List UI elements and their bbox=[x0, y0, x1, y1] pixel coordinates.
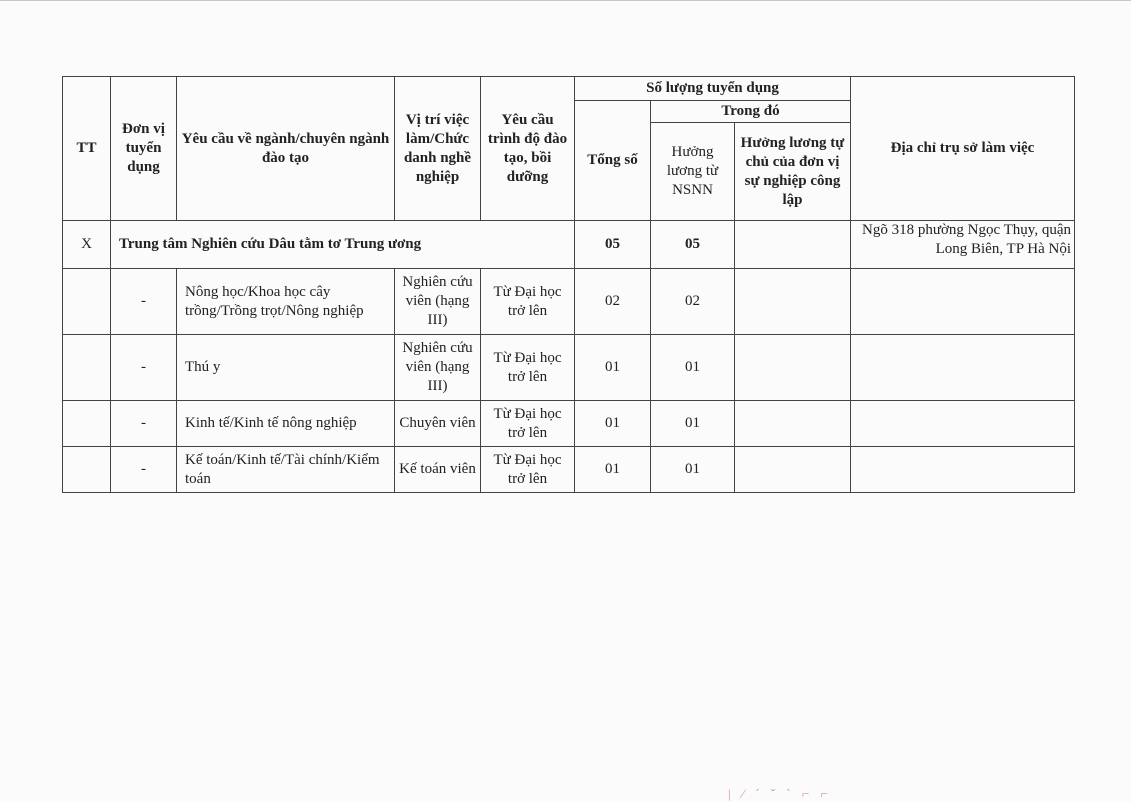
row-nganh: Kinh tế/Kinh tế nông nghiệp bbox=[177, 401, 395, 447]
row-nganh: Nông học/Khoa học cây trồng/Trồng trọt/Nông nghiệp bbox=[177, 269, 395, 335]
table-row bbox=[63, 401, 1075, 447]
row-don-vi: - bbox=[111, 401, 177, 447]
row-tu-chu bbox=[735, 447, 851, 493]
header-tt: TT bbox=[63, 77, 111, 221]
row-nsnn: 01 bbox=[651, 335, 735, 401]
row-don-vi: - bbox=[111, 335, 177, 401]
row-nsnn: 01 bbox=[651, 447, 735, 493]
unit-tt: X bbox=[63, 221, 111, 269]
header-trinh-do: Yêu cầu trình độ đào tạo, bồi dưỡng bbox=[481, 77, 575, 221]
row-tt bbox=[63, 401, 111, 447]
header-nsnn: Hưởng lương từ NSNN bbox=[651, 123, 735, 221]
unit-address: Ngõ 318 phường Ngọc Thụy, quận Long Biên, TP Hà Nội bbox=[851, 221, 1075, 269]
row-tu-chu bbox=[735, 335, 851, 401]
row-nsnn: 01 bbox=[651, 401, 735, 447]
row-tong-so: 01 bbox=[575, 401, 651, 447]
header-so-luong: Số lượng tuyển dụng bbox=[575, 77, 851, 101]
row-vi-tri: Chuyên viên bbox=[395, 401, 481, 447]
row-tt bbox=[63, 269, 111, 335]
row-nganh: Thú y bbox=[177, 335, 395, 401]
row-don-vi: - bbox=[111, 447, 177, 493]
row-tong-so: 02 bbox=[575, 269, 651, 335]
row-dia-chi bbox=[851, 335, 1075, 401]
row-nganh: Kế toán/Kinh tế/Tài chính/Kiểm toán bbox=[177, 447, 395, 493]
header-trong-do: Trong đó bbox=[651, 101, 851, 123]
row-tong-so: 01 bbox=[575, 447, 651, 493]
row-tu-chu bbox=[735, 401, 851, 447]
row-vi-tri: Nghiên cứu viên (hạng III) bbox=[395, 335, 481, 401]
header-vi-tri: Vị trí việc làm/Chức danh nghề nghiệp bbox=[395, 77, 481, 221]
header-nganh: Yêu cầu về ngành/chuyên ngành đào tạo bbox=[177, 77, 395, 221]
row-trinh-do: Từ Đại học trở lên bbox=[481, 335, 575, 401]
unit-tu-chu bbox=[735, 221, 851, 269]
row-dia-chi bbox=[851, 447, 1075, 493]
header-tu-chu: Hưởng lương tự chủ của đơn vị sự nghiệp công lập bbox=[735, 123, 851, 221]
header-dia-chi: Địa chỉ trụ sở làm việc bbox=[851, 77, 1075, 221]
unit-tong-so: 05 bbox=[575, 221, 651, 269]
row-don-vi: - bbox=[111, 269, 177, 335]
row-tt bbox=[63, 335, 111, 401]
unit-name: Trung tâm Nghiên cứu Dâu tằm tơ Trung ương bbox=[111, 221, 575, 269]
row-vi-tri: Nghiên cứu viên (hạng III) bbox=[395, 269, 481, 335]
row-dia-chi bbox=[851, 269, 1075, 335]
row-vi-tri: Kế toán viên bbox=[395, 447, 481, 493]
row-trinh-do: Từ Đại học trở lên bbox=[481, 447, 575, 493]
table-row bbox=[63, 335, 1075, 401]
unit-nsnn: 05 bbox=[651, 221, 735, 269]
row-tong-so: 01 bbox=[575, 335, 651, 401]
row-trinh-do: Từ Đại học trở lên bbox=[481, 269, 575, 335]
header-don-vi: Đơn vị tuyển dụng bbox=[111, 77, 177, 221]
row-tu-chu bbox=[735, 269, 851, 335]
header-tong-so: Tổng số bbox=[575, 101, 651, 221]
table-row bbox=[63, 447, 1075, 493]
row-tt bbox=[63, 447, 111, 493]
row-trinh-do: Từ Đại học trở lên bbox=[481, 401, 575, 447]
recruitment-table bbox=[62, 76, 1075, 493]
table-row bbox=[63, 269, 1075, 335]
unit-row bbox=[63, 221, 1075, 269]
row-nsnn: 02 bbox=[651, 269, 735, 335]
page-top-border bbox=[0, 0, 1131, 1]
stamp-fragment-icon: | ⁄ ˊ ˇ ˋ ⌐ ⌐ bbox=[728, 786, 832, 801]
row-dia-chi bbox=[851, 401, 1075, 447]
